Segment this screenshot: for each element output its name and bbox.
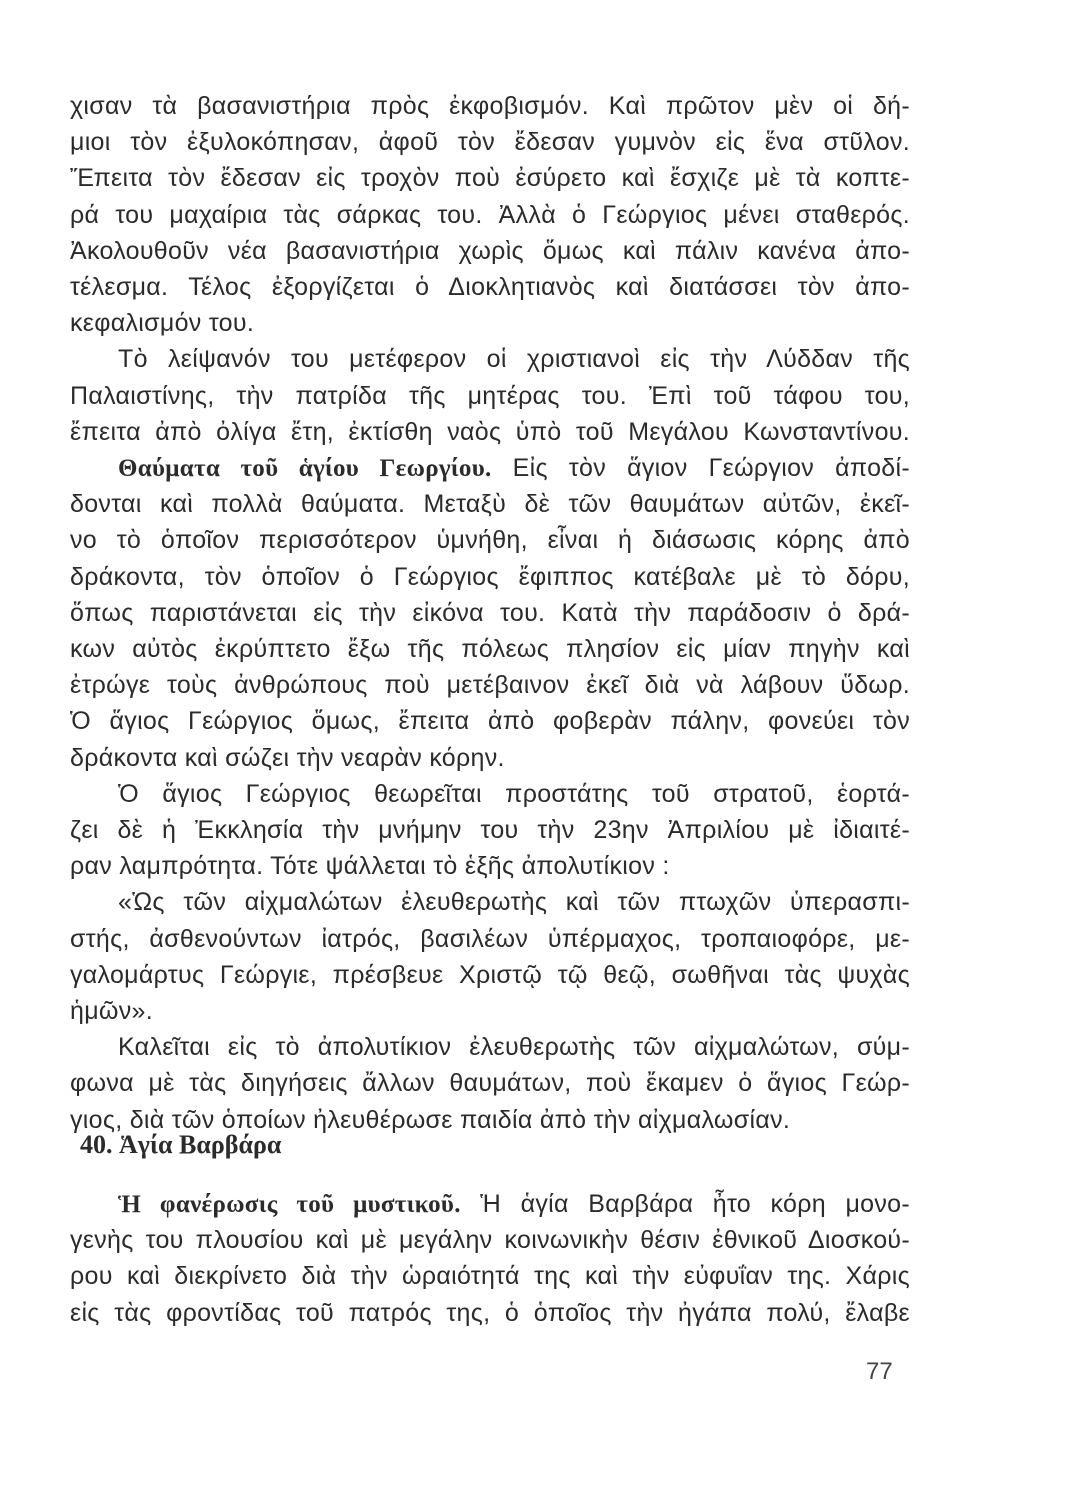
paragraph-line [118, 884, 910, 920]
page-number: 77 [866, 1358, 893, 1385]
paragraph-line [70, 1295, 910, 1331]
subsection-heading: Ἡ φανέρωσις τοῦ μυστικοῦ. [118, 1191, 461, 1218]
text-line: δράκοντα, τὸν ὁποῖον ὁ Γεώργιος ἔφιππος κατέβαλε μὲ τὸ δόρυ, [70, 562, 910, 591]
paragraph-line [70, 595, 910, 631]
text-line: γαλομάρτυς Γεώργιε, πρέσβευε Χριστῷ τῷ θεῷ, σωθῆναι τὰς ψυχὰς [70, 960, 910, 989]
paragraph-line [70, 233, 910, 269]
paragraph-line [70, 305, 910, 341]
text-line: χισαν τὰ βασανιστήρια πρὸς ἐκφοβισμόν. Καὶ πρῶτον μὲν οἱ δή- [70, 92, 910, 120]
paragraph-line [70, 197, 910, 233]
paragraph-line [118, 776, 910, 812]
paragraph-line [70, 160, 910, 196]
text-line: Τὸ λείψανόν του μετέφερον οἱ χριστιανοὶ εἰς τὴν Λύδδαν τῆς [118, 345, 910, 374]
text-line: Παλαιστίνης, τὴν πατρίδα τῆς μητέρας του. Ἐπὶ τοῦ τάφου του, [70, 381, 910, 410]
paragraph-line [70, 848, 910, 884]
paragraph-line [70, 631, 910, 667]
paragraph-line [70, 1065, 910, 1101]
text-line: ἐτρώγε τοὺς ἀνθρώπους ποὺ μετέβαινον ἐκεῖ διὰ νὰ λάβουν ὕδωρ. [70, 671, 910, 700]
paragraph-line [70, 703, 910, 739]
text-line: νο τὸ ὁποῖον περισσότερον ὑμνήθη, εἶναι ἡ διάσωσις κόρης ἀπὸ [70, 526, 910, 555]
paragraph-line [70, 921, 910, 957]
paragraph-line [70, 667, 910, 703]
text-line: Εἰς τὸν ἅγιον Γεώργιον ἀποδί- [491, 454, 910, 482]
paragraph-line [70, 559, 910, 595]
text-line: ρου καὶ διεκρίνετο διὰ τὴν ὡραιότητά της καὶ τὴν εὐφυΐαν της. Χάρις [70, 1262, 910, 1291]
paragraph-line [70, 522, 910, 558]
paragraph-line [70, 740, 910, 776]
text-line: γιος, διὰ τῶν ὁποίων ἠλευθέρωσε παιδία ἀπὸ τὴν αἰχμαλωσίαν. [70, 1105, 791, 1134]
paragraph-line [70, 414, 910, 450]
text-line: δονται καὶ πολλὰ θαύματα. Μεταξὺ δὲ τῶν θαυμάτων αὐτῶν, ἐκεῖ- [70, 490, 910, 519]
paragraph-line [70, 1222, 910, 1258]
text-line: κεφαλισμόν του. [70, 309, 255, 338]
paragraph-line [70, 812, 910, 848]
text-line: Καλεῖται εἰς τὸ ἀπολυτίκιον ἐλευθερωτὴς τῶν αἰχμαλώτων, σύμ- [118, 1033, 910, 1062]
text-line: ἔπειτα ἀπὸ ὀλίγα ἔτη, ἐκτίσθη ναὸς ὑπὸ τοῦ Μεγάλου Κωνσταντίνου. [70, 417, 910, 446]
text-line: Ὁ ἅγιος Γεώργιος ὅμως, ἔπειτα ἀπὸ φοβερὰν πάλην, φονεύει τὸν [70, 707, 910, 736]
text-line: Ἀκολουθοῦν νέα βασανιστήρια χωρὶς ὅμως καὶ πάλιν κανένα ἀπο- [70, 236, 910, 265]
text-line: «Ὡς τῶν αἰχμαλώτων ἐλευθερωτὴς καὶ τῶν πτωχῶν ὑπερασπι- [118, 888, 910, 917]
text-line: δράκοντα καὶ σώζει τὴν νεαρὰν κόρην. [70, 743, 505, 772]
text-line: Ὁ ἅγιος Γεώργιος θεωρεῖται προστάτης τοῦ στρατοῦ, ἑορτά- [118, 779, 910, 808]
text-line: ζει δὲ ἡ Ἐκκλησία τὴν μνήμην του τὴν 23ην Ἀπριλίου μὲ ἰδιαιτέ- [70, 816, 910, 844]
text-line: Ἔπειτα τὸν ἔδεσαν εἰς τροχὸν ποὺ ἐσύρετο καὶ ἔσχιζε μὲ τὰ κοπτε- [70, 164, 910, 193]
text-line: ρά του μαχαίρια τὰς σάρκας του. Ἀλλὰ ὁ Γεώργιος μένει σταθερός. [70, 200, 910, 229]
paragraph-line [118, 1029, 910, 1065]
paragraph-line [70, 88, 910, 124]
text-line: γενὴς του πλουσίου καὶ μὲ μεγάλην κοινωνικὴν θέσιν ἐθνικοῦ Διοσκού- [70, 1226, 910, 1255]
text-line: ραν λαμπρότητα. Τότε ψάλλεται τὸ ἑξῆς ἀπολυτίκιον : [70, 852, 670, 881]
paragraph-line [118, 341, 910, 377]
paragraph-line [118, 1186, 910, 1223]
paragraph-line [70, 957, 910, 993]
section-heading: 40. Ἁγία Βαρβάρα [80, 1130, 282, 1159]
text-line: εἰς τὰς φροντίδας τοῦ πατρός της, ὁ ὁποῖος τὴν ἠγάπα πολύ, ἔλαβε [70, 1298, 910, 1327]
text-line: ἡμῶν». [70, 997, 153, 1025]
paragraph-line [70, 124, 910, 160]
paragraph-line [70, 1258, 910, 1294]
text-line: μιοι τὸν ἐξυλοκόπησαν, ἀφοῦ τὸν ἔδεσαν γυμνὸν εἰς ἕνα στῦλον. [70, 128, 910, 157]
text-line: ὅπως παριστάνεται εἰς τὴν εἰκόνα του. Κατὰ τὴν παράδοσιν ὁ δρά- [70, 598, 910, 627]
paragraph-line [70, 378, 910, 414]
text-line: κων αὐτὸς ἐκρύπτετο ἔξω τῆς πόλεως πλησίον εἰς μίαν πηγὴν καὶ [70, 635, 910, 663]
text-line: στής, ἀσθενούντων ἰατρός, βασιλέων ὑπέρμαχος, τροπαιοφόρε, με- [70, 924, 910, 953]
paragraph-line [70, 269, 910, 305]
text-line: τέλεσμα. Τέλος ἐξοργίζεται ὁ Διοκλητιανὸς καὶ διατάσσει τὸν ἀπο- [70, 273, 910, 301]
miracles-heading: Θαύματα τοῦ ἁγίου Γεωργίου. [118, 455, 492, 482]
paragraph-line [70, 993, 910, 1029]
text-line: Ἡ ἁγία Βαρβάρα ἦτο κόρη μονο- [460, 1190, 910, 1218]
paragraph-line [70, 486, 910, 522]
paragraph-line [118, 450, 910, 487]
text-line: φωνα μὲ τὰς διηγήσεις ἄλλων θαυμάτων, ποὺ ἔκαμεν ὁ ἅγιος Γεώρ- [70, 1069, 910, 1098]
